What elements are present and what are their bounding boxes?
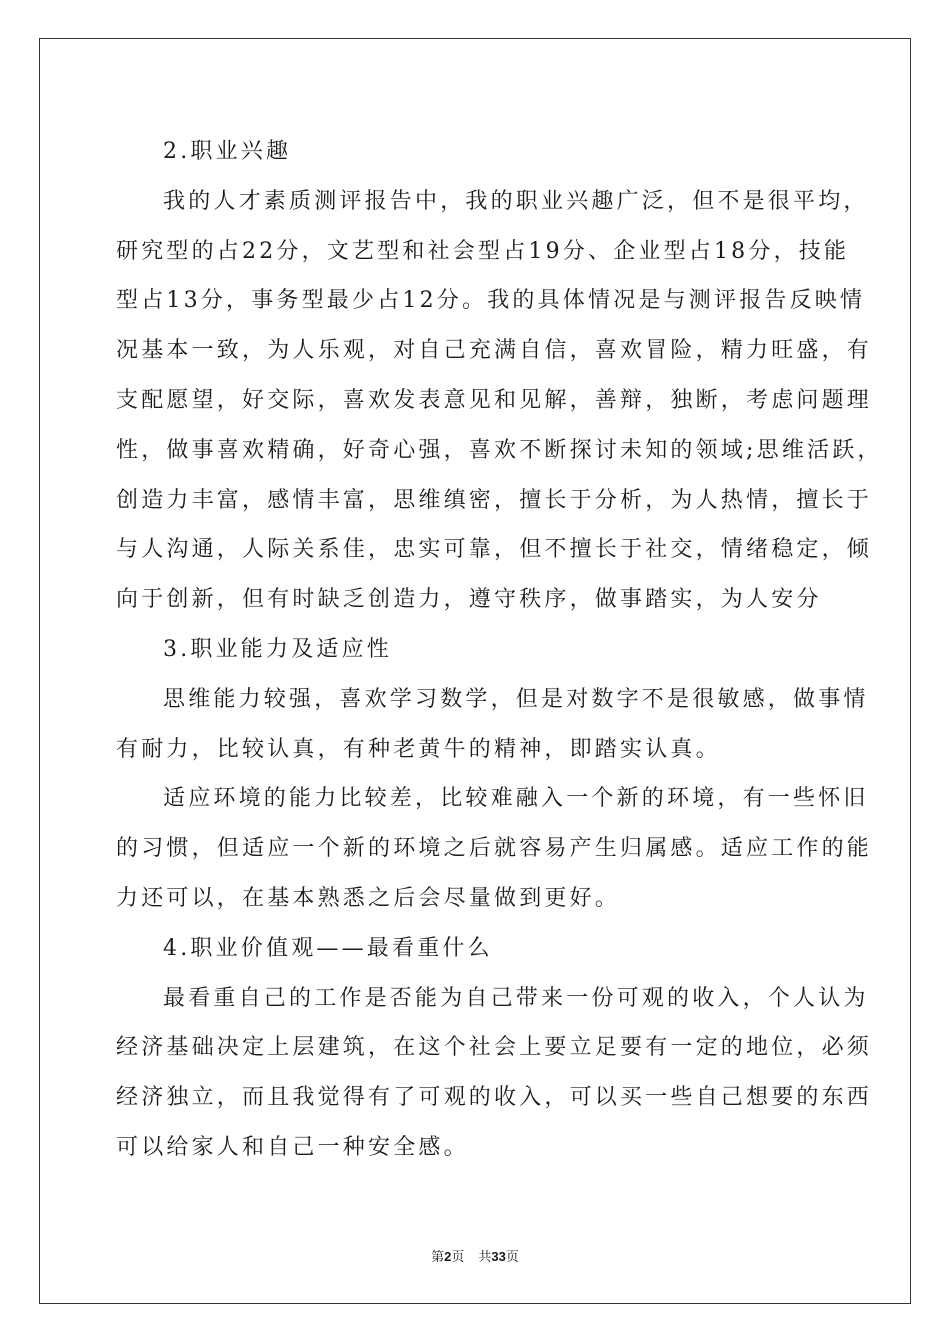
paragraph-line: 适应环境的能力比较差，比较难融入一个新的环境，有一些怀旧 <box>163 786 869 812</box>
total-suffix: 页 <box>505 1250 519 1265</box>
paragraph-line: 可以给家人和自己一种安全感。 <box>116 1134 469 1160</box>
paragraph-line: 与人沟通，人际关系佳，忠实可靠，但不擅长于社交，情绪稳定，倾 <box>116 537 873 563</box>
paragraph-line: 我的人才素质测评报告中，我的职业兴趣广泛，但不是很平均， <box>163 188 869 214</box>
page-suffix: 页 <box>451 1250 465 1265</box>
paragraph-line: 力还可以，在基本熟悉之后会尽量做到更好。 <box>116 885 621 911</box>
section-heading: 2.职业兴趣 <box>163 139 292 164</box>
page-prefix: 第 <box>431 1250 445 1265</box>
paragraph-line: 支配愿望，好交际，喜欢发表意见和见解，善辩，独断，考虑问题理 <box>116 387 873 413</box>
paragraph-line: 况基本一致，为人乐观，对自己充满自信，喜欢冒险，精力旺盛，有 <box>116 338 873 364</box>
paragraph-line: 思维能力较强，喜欢学习数学，但是对数字不是很敏感，做事情 <box>163 686 869 712</box>
paragraph-line: 创造力丰富，感情丰富，思维缜密，擅长于分析，为人热情，擅长于 <box>116 487 873 513</box>
paragraph-line: 的习惯，但适应一个新的环境之后就容易产生归属感。适应工作的能 <box>116 836 873 862</box>
page-total: 33 <box>491 1249 506 1264</box>
document-body <box>116 127 883 1173</box>
paragraph-line: 最看重自己的工作是否能为自己带来一份可观的收入，个人认为 <box>163 985 869 1011</box>
paragraph-line: 研究型的占22分，文艺型和社会型占19分、企业型占18分，技能 <box>116 238 850 264</box>
section-heading: 4.职业价值观——最看重什么 <box>163 935 493 961</box>
paragraph-line: 有耐力，比较认真，有种老黄牛的精神，即踏实认真。 <box>116 736 721 762</box>
paragraph-line: 经济基础决定上层建筑，在这个社会上要立足要有一定的地位，必须 <box>116 1035 873 1061</box>
paragraph-line: 经济独立，而且我觉得有了可观的收入，可以买一些自己想要的东西 <box>116 1085 873 1111</box>
total-prefix: 共 <box>478 1250 492 1265</box>
paragraph-line: 性，做事喜欢精确，好奇心强，喜欢不断探讨未知的领域;思维活跃， <box>116 437 883 463</box>
section-heading: 3.职业能力及适应性 <box>163 636 392 662</box>
paragraph-line: 型占13分，事务型最少占12分。我的具体情况是与测评报告反映情 <box>116 288 866 314</box>
page-number: 2 <box>444 1249 452 1264</box>
paragraph-line: 向于创新，但有时缺乏创造力，遵守秩序，做事踏实，为人安分 <box>116 587 822 613</box>
page-footer <box>0 1246 950 1265</box>
